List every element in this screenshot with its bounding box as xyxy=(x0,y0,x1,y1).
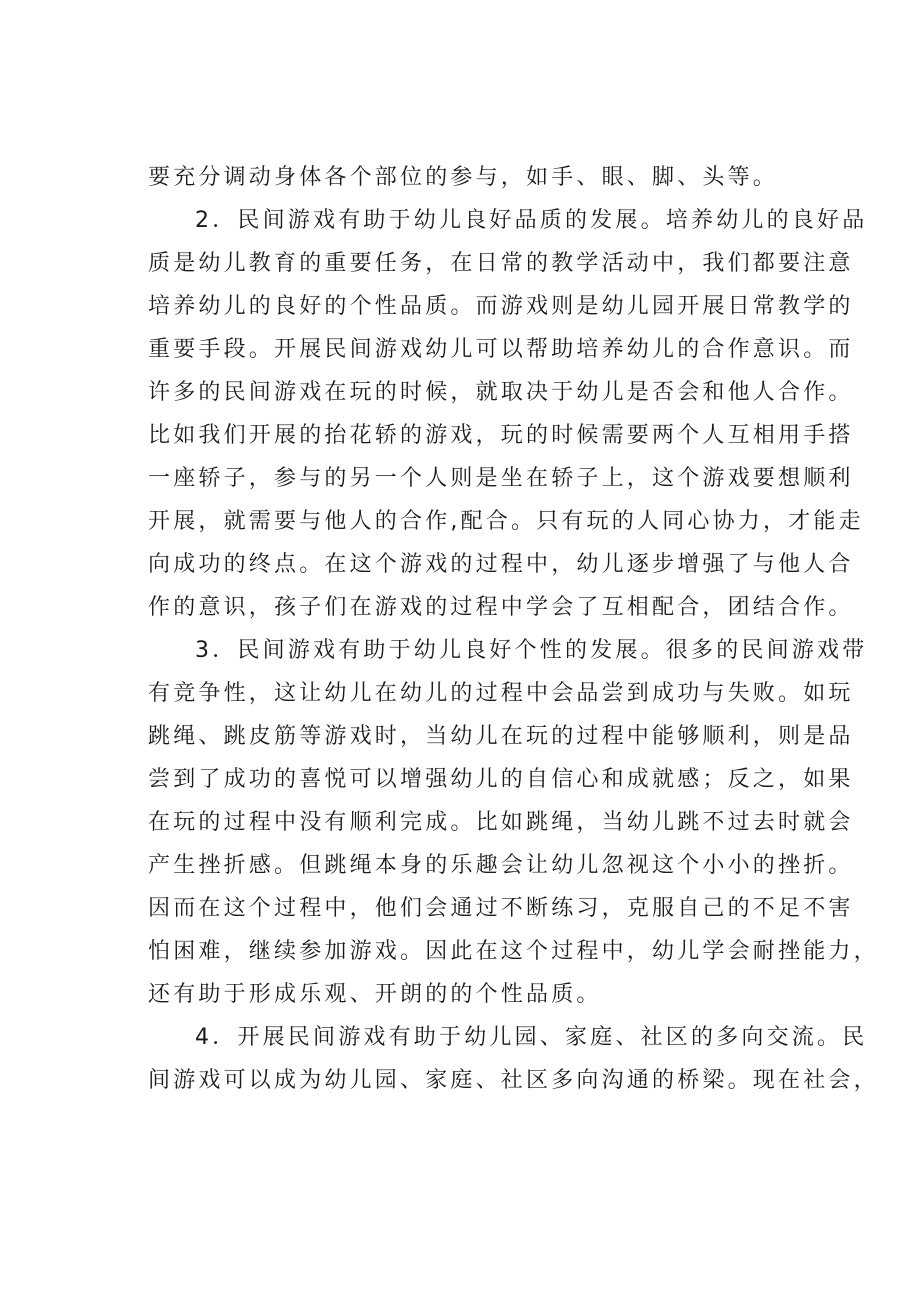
text-line: 有竞争性，这让幼儿在幼儿的过程中会品尝到成功与失败。如玩 xyxy=(148,681,854,706)
text-line: 重要手段。开展民间游戏幼儿可以帮助培养幼儿的合作意识。而 xyxy=(148,337,854,362)
paragraph-3-start: 3．民间游戏有助于幼儿良好个性的发展。很多的民间游戏带 xyxy=(195,638,868,663)
text-line: 许多的民间游戏在玩的时候，就取决于幼儿是否会和他人合作。 xyxy=(148,380,854,405)
text-line: 跳绳、跳皮筋等游戏时，当幼儿在玩的过程中能够顺利，则是品 xyxy=(148,724,854,749)
text-line: 向成功的终点。在这个游戏的过程中，幼儿逐步增强了与他人合 xyxy=(148,552,854,577)
text-line: 因而在这个过程中，他们会通过不断练习，克服自己的不足不害 xyxy=(148,896,854,921)
text-line: 比如我们开展的抬花轿的游戏，玩的时候需要两个人互相用手搭 xyxy=(148,423,854,448)
text-line: 要充分调动身体各个部位的参与，如手、眼、脚、头等。 xyxy=(148,165,779,190)
text-line: 一座轿子，参与的另一个人则是坐在轿子上，这个游戏要想顺利 xyxy=(148,466,854,491)
text-line: 培养幼儿的良好的个性品质。而游戏则是幼儿园开展日常教学的 xyxy=(148,294,854,319)
text-line: 产生挫折感。但跳绳本身的乐趣会让幼儿忽视这个小小的挫折。 xyxy=(148,853,854,878)
text-line: 作的意识，孩子们在游戏的过程中学会了互相配合，团结合作。 xyxy=(148,595,854,620)
paragraph-2-start: 2．民间游戏有助于幼儿良好品质的发展。培养幼儿的良好品 xyxy=(195,208,868,233)
text-line: 质是幼儿教育的重要任务，在日常的教学活动中，我们都要注意 xyxy=(148,251,854,276)
text-line: 还有助于形成乐观、开朗的的个性品质。 xyxy=(148,982,602,1007)
paragraph-4-start: 4．开展民间游戏有助于幼儿园、家庭、社区的多向交流。民 xyxy=(195,1025,868,1050)
text-line: 间游戏可以成为幼儿园、家庭、社区多向沟通的桥梁。现在社会， xyxy=(148,1068,879,1093)
text-line: 尝到了成功的喜悦可以增强幼儿的自信心和成就感；反之，如果 xyxy=(148,767,854,792)
text-line: 怕困难，继续参加游戏。因此在这个过程中，幼儿学会耐挫能力， xyxy=(148,939,879,964)
text-line: 开展，就需要与他人的合作,配合。只有玩的人同心协力，才能走 xyxy=(148,509,864,534)
text-line: 在玩的过程中没有顺利完成。比如跳绳，当幼儿跳不过去时就会 xyxy=(148,810,854,835)
